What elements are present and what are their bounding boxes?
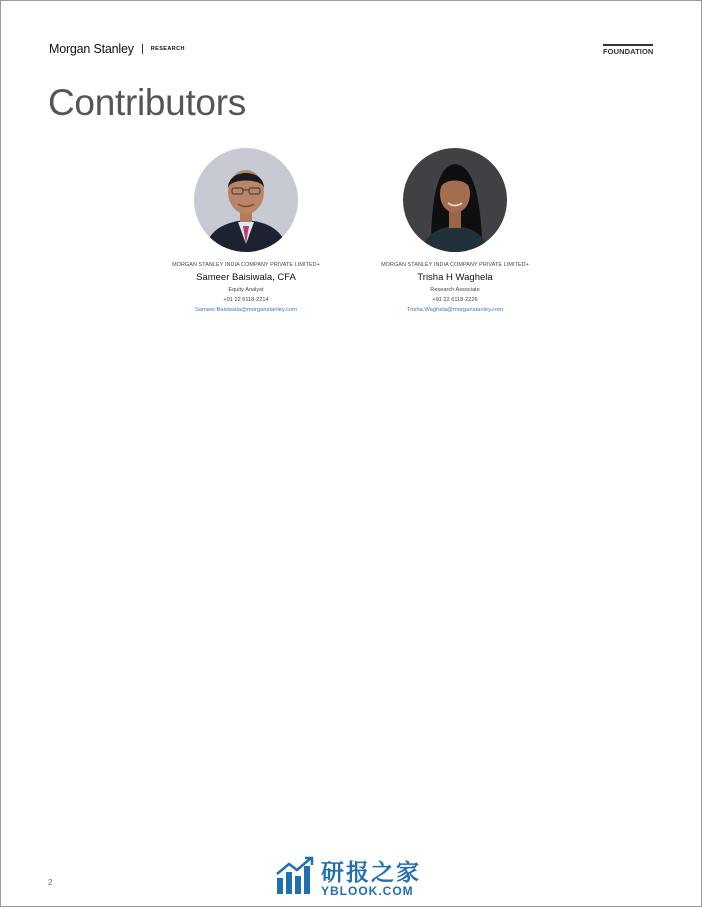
contributor-photo (403, 148, 507, 252)
contributor-role: Research Associate (430, 287, 480, 293)
page-title: Contributors (48, 82, 246, 123)
brand-logo: Morgan Stanley (49, 42, 134, 56)
brand-subtitle: RESEARCH (150, 46, 185, 52)
watermark-text-en: YBLOOK.COM (321, 883, 414, 898)
contributor-email-link[interactable]: Trisha.Waghela@morganstanley.com (406, 307, 504, 313)
contributor-name: Trisha H Waghela (417, 272, 493, 283)
contributor-name: Sameer Baisiwala, CFA (196, 272, 296, 283)
contributor-phone: +91 22 6118-2214 (223, 297, 269, 303)
brand-divider (142, 44, 143, 54)
bar-chart-icon (275, 856, 315, 901)
contributor-card (146, 148, 346, 313)
contributor-role: Equity Analyst (228, 287, 264, 293)
contributor-card (355, 148, 555, 313)
contributor-company: MORGAN STANLEY INDIA COMPANY PRIVATE LIMITED+ (381, 262, 529, 268)
watermark-text-cn: 研报之家 (321, 858, 421, 885)
series-label: FOUNDATION (603, 44, 653, 56)
contributor-photo (194, 148, 298, 252)
header (49, 42, 185, 56)
watermark (275, 856, 421, 901)
page-number: 2 (48, 878, 53, 887)
contributor-email-link[interactable]: Sameer.Baisiwala@morganstanley.com (194, 307, 298, 313)
contributor-company: MORGAN STANLEY INDIA COMPANY PRIVATE LIMITED+ (172, 262, 320, 268)
contributor-phone: +91 22 6118-2226 (432, 297, 478, 303)
